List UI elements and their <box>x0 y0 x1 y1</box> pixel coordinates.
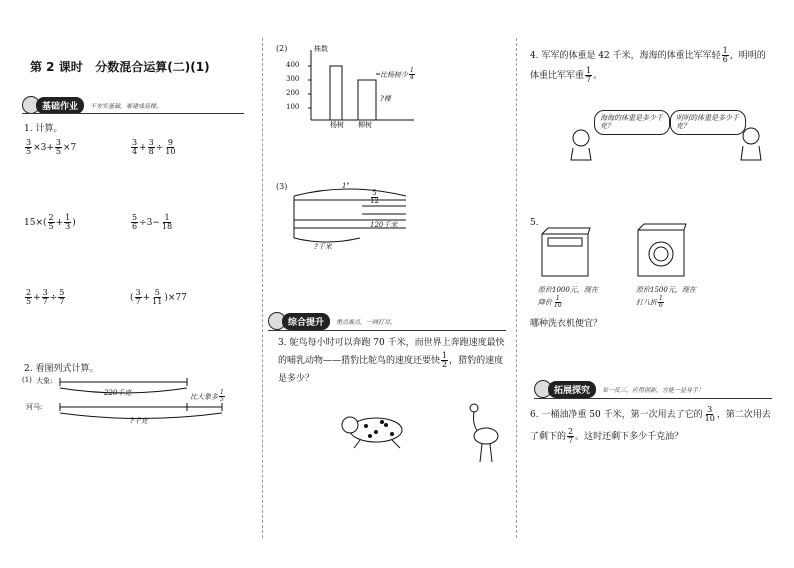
q2-more-label: 比大象多 $\frac{1}{5}$ <box>190 389 224 403</box>
fraction: $\frac{3}{4}$ <box>132 138 138 156</box>
expr-a: $\frac{3}{5}$ ×3+ $\frac{3}{5}$ ×7 <box>26 138 77 156</box>
bar-note: 比杨树少 $\frac{1}{4}$ <box>380 67 414 81</box>
q5-ask: 哪种洗衣机便宜？ <box>530 319 603 329</box>
fraction: $\frac{3}{10}$ <box>704 405 715 423</box>
bar-liushu <box>358 80 376 120</box>
banner-rule <box>22 113 244 114</box>
bar-yangshu <box>330 66 342 120</box>
seg-question: ?千米 <box>314 243 332 251</box>
category-label: 柳树 <box>358 121 372 129</box>
q5-label: 5. <box>530 218 539 228</box>
wm2-caption: 原价1500元，现在打八折 $\frac{1}{6}$ <box>636 286 696 309</box>
fraction: $\frac{2}{5}$ <box>26 288 32 306</box>
seg-fraction <box>368 190 381 205</box>
fraction: $\frac{1}{6}$ <box>659 295 663 309</box>
fraction: $\frac{1}{7}$ <box>586 66 592 84</box>
fraction: $\frac{5}{7}$ <box>59 288 65 306</box>
girl-icon <box>568 128 594 162</box>
expr-f: ( $\frac{3}{7}$ + $\frac{5}{11}$ )×77 <box>130 288 187 306</box>
wm1-caption: 原价1000元，现在降价 $\frac{1}{10}$ <box>538 286 598 309</box>
expr-e: $\frac{2}{5}$ + $\frac{3}{7}$ ÷ $\frac{5}{7}$ <box>26 288 65 306</box>
fraction: $\frac{3}{5}$ <box>26 138 32 156</box>
tick-label: 400 <box>286 61 300 69</box>
fraction: $\frac{3}{7}$ <box>42 288 48 306</box>
expr-d: $\frac{5}{6}$ ÷3− $\frac{1}{18}$ <box>132 213 173 231</box>
lesson-number: 第 2 课时 <box>30 60 83 74</box>
bar-chart <box>286 44 431 129</box>
q1-label: 1. 计算。 <box>24 124 63 134</box>
segment-diagram-3 <box>286 180 426 252</box>
ostrich-icon <box>462 400 502 464</box>
seg-top-label: 1" <box>342 182 350 190</box>
cheetah-icon <box>340 410 412 450</box>
page-title <box>30 58 210 75</box>
fraction: $\frac{1}{3}$ <box>65 213 71 231</box>
advanced-banner <box>268 312 396 330</box>
fraction: $\frac{5}{12}$ <box>370 189 379 205</box>
fraction: $\frac{1}{6}$ <box>722 46 728 64</box>
extension-banner <box>534 380 704 398</box>
fraction: $\frac{1}{10}$ <box>554 295 562 309</box>
expr-c: 15×( $\frac{2}{5}$ + $\frac{1}{3}$ ) <box>24 213 76 231</box>
speech-bubble-1: 海海的体重是多少千克？ <box>594 110 670 135</box>
fraction: $\frac{5}{6}$ <box>132 213 138 231</box>
advanced-tag: 综合提升 <box>282 313 330 330</box>
tick-label: 200 <box>286 89 300 97</box>
mq2-label: (2) <box>276 44 288 53</box>
mq3-label: (3) <box>276 182 288 191</box>
q4-text: 4. 军军的体重是 42 千米，海海的体重比军军轻 $\frac{1}{6}$ ，明明的体重比军军重 $\frac{1}{7}$ 。 <box>530 46 766 84</box>
advanced-motto: 重点难点，一网打尽。 <box>336 318 397 326</box>
q2-question: ?千克 <box>130 417 148 425</box>
fraction: $\frac{3}{8}$ <box>148 138 154 156</box>
fraction: $\frac{5}{11}$ <box>152 288 163 306</box>
bar-ylabel: 株数 <box>314 45 328 53</box>
fraction: $\frac{2}{5}$ <box>48 213 54 231</box>
basic-banner <box>22 96 162 114</box>
fraction: $\frac{3}{7}$ <box>135 288 141 306</box>
basic-tag: 基础作业 <box>36 97 84 114</box>
category-label: 杨树 <box>330 121 344 129</box>
expr-b: $\frac{3}{4}$ + $\frac{3}{8}$ ÷ $\frac{9}{10}$ <box>132 138 176 156</box>
q2-label: 2. 看图列式计算。 <box>24 364 99 374</box>
extension-motto: 举一反三，应用创新，方能一显身手！ <box>602 386 705 394</box>
q3-text: 3. 鸵鸟每小时可以奔跑 70 千米，而世界上奔跑速度最快的哺乳动物——猎豹比鸵鸟的速度还要快 $\frac{1}{2}$ ，猎豹的速度是多少？ <box>278 338 505 384</box>
tick-label: 100 <box>286 103 300 111</box>
q2-segment-diagram: (1) 大象: 河马: 220千克 比大象多 $\frac{1}{5}$ ?千克 <box>22 376 224 425</box>
q6-text: 6. 一桶油净重 50 千米，第一次用去了它的 $\frac{3}{10}$ ，第二次用去了剩下的 $\frac{2}{7}$ 。这时还剩下多少千克油？ <box>530 405 771 445</box>
fraction: $\frac{9}{10}$ <box>165 138 176 156</box>
column-divider <box>262 38 263 538</box>
q2-220-label: 220千克 <box>104 389 132 397</box>
bar-question: ?棵 <box>380 95 391 103</box>
washing-machine-1-icon <box>540 226 592 278</box>
seg-120-label: 120千米 <box>370 221 398 229</box>
fraction: $\frac{1}{5}$ <box>220 389 224 403</box>
fraction: $\frac{1}{2}$ <box>442 351 448 369</box>
column-divider <box>516 38 517 538</box>
lesson-title: 分数混合运算(二)(1) <box>95 60 210 74</box>
banner-rule <box>534 398 772 399</box>
basic-motto: 不夯实基础，难建成高楼。 <box>90 102 163 110</box>
fraction: $\frac{3}{5}$ <box>55 138 61 156</box>
extension-tag: 拓展探究 <box>548 381 596 398</box>
fraction: $\frac{2}{7}$ <box>568 427 574 445</box>
washing-machine-2-icon <box>636 222 688 278</box>
fraction: $\frac{1}{4}$ <box>410 67 414 81</box>
banner-rule <box>268 330 506 331</box>
tick-label: 300 <box>286 75 300 83</box>
boy-icon <box>738 126 764 162</box>
fraction: $\frac{1}{18}$ <box>161 213 173 231</box>
speech-bubble-2: 明明的体重是多少千克？ <box>670 110 746 135</box>
